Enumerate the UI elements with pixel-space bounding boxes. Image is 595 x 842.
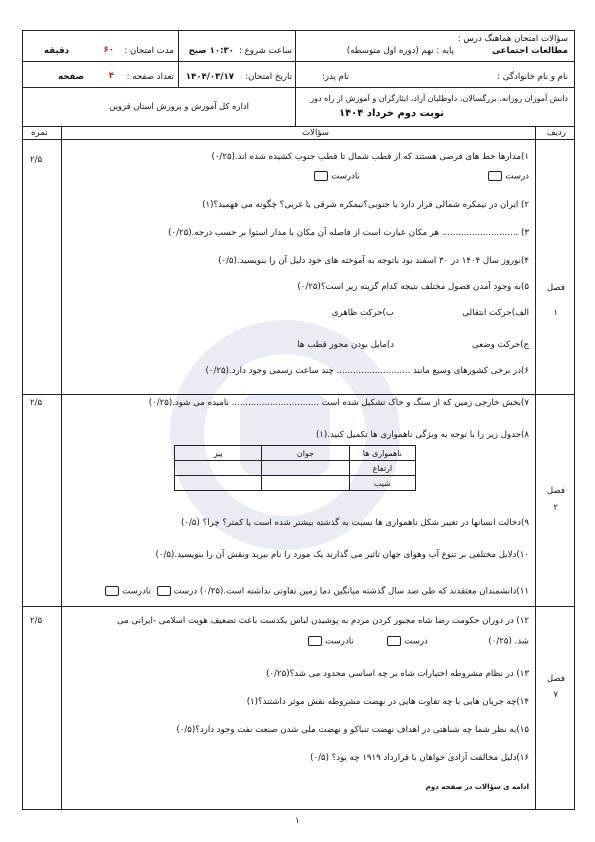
table-cell[interactable] (175, 461, 262, 476)
option-false-checkbox[interactable] (314, 171, 328, 181)
table-header-cell: جوان (262, 446, 349, 461)
question-1: ۱)مدارها خط های فرضی هستند که از قطب شمال تا قطب جنوب کشیده شده اند.(۰/۲۵) (211, 152, 529, 162)
start-time: ۱۰:۳۰ صبح (188, 46, 234, 56)
table-cell[interactable] (175, 476, 262, 491)
question-5-option-c: ج)حرکت وضعی (472, 340, 529, 350)
option-true-checkbox[interactable] (157, 586, 171, 596)
table-row (175, 446, 416, 461)
continue-note: ادامه ی سؤالات در صفحه دوم (425, 783, 529, 791)
question-4: ۴)نوروز سال ۱۴۰۴ در ۳۰ اسفند بود باتوجه به آموخته های خود دلیل آن را بنویسید.(۰/۵) (218, 256, 529, 266)
header-divider-a (295, 31, 296, 87)
question-5: ۵)به وجود آمدن فصول مختلف نتیجه کدام گزینه زیر است؟(۰/۲۵) (297, 282, 529, 292)
table-row-label: ارتفاع (349, 461, 415, 476)
question-5-option-d: د)مایل بودن محور قطب ها (297, 340, 394, 350)
section-2-number: ۲ (553, 503, 558, 513)
header-divider-c (295, 87, 296, 126)
name-label: نام و نام خانوادگی : (497, 72, 568, 82)
exam-date: ۱۴۰۴/۰۳/۱۷ (185, 72, 234, 82)
section-3-score: ۲/۵ (30, 616, 43, 626)
question-2: ۲) ایران در نیمکره شمالی قرار دارد یا جنوبی؟نیمکره شرقی یا غربی؟ چگونه می فهمید؟(۱) (202, 200, 529, 210)
section-1-score: ۲/۵ (30, 155, 43, 165)
header-line-3 (23, 126, 574, 127)
grade: پایه : نهم (دوره اول متوسطه) (346, 46, 454, 56)
option-true-checkbox[interactable] (387, 636, 401, 646)
option-false-checkbox[interactable] (308, 636, 322, 646)
audience: دانش آموزان روزانه، بزرگسالان، داوطلبان آزاد، ایثارگران و آموزش از راه دور (310, 94, 568, 103)
question-3: ۳) ............................ هر مکان عبارت است از فاصله آن مکان با مدار استوا بر حسب درجه.(۰/۲۵) (168, 228, 529, 238)
question-7: ۷)بخش خارجی زمین که از سنگ و خاک تشکیل شده است ................................ نامیده می شود.(۰/۲۵) (148, 398, 529, 408)
question-11 (102, 586, 529, 598)
duration-unit: دقیقه (44, 46, 69, 56)
relief-table (174, 445, 416, 491)
question-9: ۹)دخالت انسانها در تغییر شکل ناهمواری ها نسبت به گذشته بیشتر شده است یا کمتر؟ چرا؟ (۰/۵) (181, 518, 529, 528)
office: اداره کل آموزش و پرورش استان قزوین (109, 101, 249, 111)
session: نوبت دوم خرداد ۱۴۰۴ (338, 108, 444, 119)
date-label: تاریخ امتحان: (245, 72, 292, 82)
table-header-cell: پیر (175, 446, 262, 461)
question-1-options (311, 171, 529, 183)
header-line-4 (23, 139, 574, 140)
option-false-label: نادرست (325, 636, 354, 647)
section-3-number: ۷ (553, 690, 558, 700)
option-false-label: نادرست (331, 171, 360, 182)
question-13: ۱۳) در نظام مشروطه اختیارات شاه بر چه اساسی محدود می شد؟(۰/۲۵) (266, 669, 529, 679)
question-12: ۱۲) در دوران حکومت رضا شاه مجبور کردن مردم به پوشیدن لباس یکدست باعث تضعیف هویت اسلامی -ایرانی می (116, 616, 529, 626)
header-line-2 (23, 87, 574, 88)
col-questions: سؤالات (301, 128, 329, 138)
subject: مطالعات اجتماعی (491, 46, 568, 56)
start-time-label: ساعت شروع : (239, 46, 292, 56)
question-15: ۱۵)به نظر شما چه شباهتی در اهداف نهضت تنباکو و نهضت ملی شدن صنعت نفت وجود دارد؟(۰/۵) (176, 725, 529, 735)
question-10: ۱۰)دلایل مختلفی بر تنوع آب وهوای جهان تاثیر می گذارند یک مورد را نام ببرید ونقش آن را بنویسید.(۰/۵) (155, 550, 529, 560)
page-number: ۱ (295, 816, 300, 826)
header-divider-b (178, 31, 179, 87)
option-false-label: نادرست (122, 586, 151, 597)
section-1-label: فصل (546, 283, 565, 293)
option-true-checkbox[interactable] (488, 171, 502, 181)
pages-value: ۴ (108, 71, 114, 81)
option-true-label: درست (173, 586, 198, 597)
header-line-1 (23, 61, 574, 62)
question-5-option-a: الف)حرکت انتقالی (462, 308, 529, 318)
question-12-cont (305, 636, 529, 648)
question-5-option-b: ب)حرکت ظاهری (331, 308, 394, 318)
table-cell[interactable] (262, 476, 349, 491)
table-cell[interactable] (262, 461, 349, 476)
question-8: ۸)جدول زیر را با توجه به ویژگی ناهمواری ها تکمیل کنید.(۱) (315, 430, 529, 440)
column-divider-row (535, 126, 536, 809)
option-true-label: درست (404, 636, 428, 647)
option-false-checkbox[interactable] (105, 586, 119, 596)
exam-sheet (22, 30, 575, 810)
father-name-label: نام پدر: (321, 72, 349, 82)
pages-label: تعداد صفحه : (126, 72, 174, 82)
question-12-text: شد. (۰/۲۵) (488, 636, 529, 647)
section-1-number: ۱ (553, 308, 558, 318)
section-divider-1 (23, 394, 574, 395)
table-header-cell: ناهمواری ها (349, 446, 415, 461)
question-11-text: ۱۱)دانشمندان معتقدند که طی صد سال گذشته میانگین دما زمین تفاوتی نداشته است.(۰/۲۵) (199, 586, 529, 597)
table-row (175, 461, 416, 476)
question-16: ۱۶)دلیل مخالفت آزادی خواهان با قرارداد ۱۹۱۹ چه بود؟ (۰/۵) (310, 753, 529, 763)
duration-value: ۶۰ (103, 45, 114, 55)
section-3-label: فصل (546, 674, 565, 684)
section-2-label: فصل (546, 486, 565, 496)
col-score: نمره (31, 128, 48, 138)
exam-title: سؤالات امتحان هماهنگ درس : (457, 34, 568, 44)
duration-label: مدت امتحان : (124, 46, 174, 56)
section-divider-2 (23, 606, 574, 607)
column-divider-score (61, 126, 62, 809)
question-14: ۱۴)چه جریان هایی با چه تفاوت هایی در نهضت مشروطه نقش موثر داشتند؟(۱) (246, 697, 529, 707)
pages-unit: صفحه (58, 72, 84, 82)
question-6: ۶)در برخی کشورهای وسیع مانند ........................... چند ساعت رسمی وجود دارد.(۰/۲۵) (205, 366, 529, 376)
table-row (175, 476, 416, 491)
option-true-label: درست (505, 171, 529, 182)
section-2-score: ۲/۵ (30, 398, 43, 408)
col-row: ردیف (546, 128, 566, 138)
table-row-label: شیب (349, 476, 415, 491)
